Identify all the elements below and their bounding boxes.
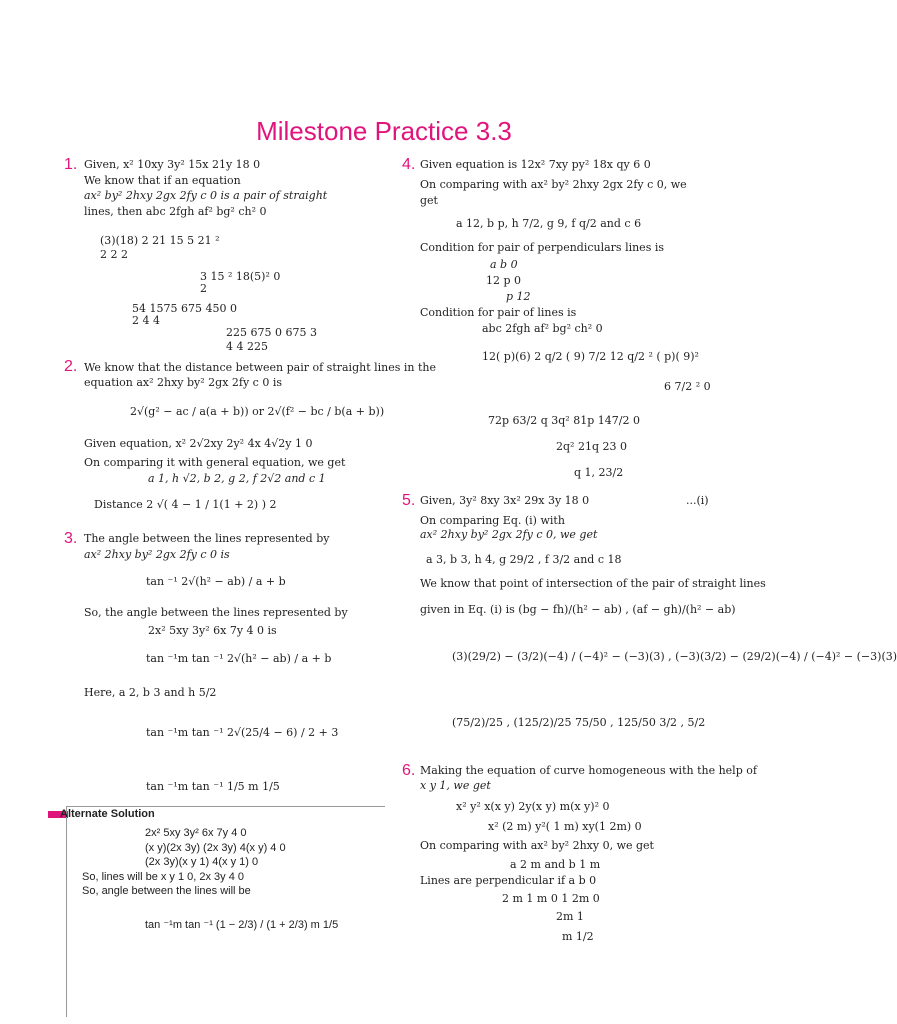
q6-line: x² y² x(x y) 2y(x y) m(x y)² 0	[456, 800, 610, 813]
q4-line: a 12, b p, h 7/2, g 9, f q/2 and c 6	[456, 217, 642, 230]
q4-line: p 12	[506, 290, 531, 303]
alt-line: So, lines will be x y 1 0, 2x 3y 4 0	[82, 871, 245, 883]
q6-line: a 2 m and b 1 m	[510, 858, 601, 871]
q6-line: On comparing with ax² by² 2hxy 0, we get	[420, 839, 654, 852]
q4-line: 12( p)(6) 2 q/2 ( 9) 7/2 12 q/2 ² ( p)( 9)²	[482, 350, 699, 363]
q2-line: equation ax² 2hxy by² 2gx 2fy c 0 is	[84, 376, 282, 389]
question-number: 3.	[64, 530, 78, 547]
q4-line: Given equation is 12x² 7xy py² 18x qy 6 0	[420, 158, 651, 171]
q4-line: Condition for pair of perpendiculars lines is	[420, 241, 664, 254]
q3-line: tan ⁻¹m tan ⁻¹ 2√(25/4 − 6) / 2 + 3	[146, 726, 339, 739]
alt-solution-heading: Alternate Solution	[60, 808, 155, 820]
question-number: 6.	[402, 762, 416, 779]
alt-line: tan ⁻¹m tan ⁻¹ (1 − 2/3) / (1 + 2/3) m 1/5	[145, 919, 339, 931]
q4-line: 12 p 0	[486, 274, 522, 287]
q6-line: m 1/2	[562, 930, 594, 943]
q1-line: ax² by² 2hxy 2gx 2fy c 0 is a pair of straight	[84, 189, 328, 202]
q3-line: tan ⁻¹m tan ⁻¹ 2√(h² − ab) / a + b	[146, 652, 332, 665]
q6-line: 2m 1	[556, 910, 584, 923]
q4-line: 72p 63/2 q 3q² 81p 147/2 0	[488, 414, 640, 427]
alt-line: 2x² 5xy 3y² 6x 7y 4 0	[145, 827, 247, 839]
page-title: Milestone Practice 3.3	[256, 116, 512, 146]
q3-line: 2x² 5xy 3y² 6x 7y 4 0 is	[148, 624, 277, 637]
alt-line: So, angle between the lines will be	[82, 885, 251, 897]
q1-line: 4 4 225	[226, 340, 268, 353]
q2-line: a 1, h √2, b 2, g 2, f 2√2 and c 1	[148, 472, 326, 485]
question-number: 1.	[64, 156, 78, 173]
q1-line: 54 1575 675 450 0	[132, 302, 237, 315]
q1-line: (3)(18) 2 21 15 5 21 ²	[100, 234, 220, 247]
q4-line: q 1, 23/2	[574, 466, 624, 479]
q5-eq-ref: ...(i)	[686, 494, 709, 507]
q1-line: 225 675 0 675 3	[226, 326, 317, 339]
alt-line: (2x 3y)(x y 1) 4(x y 1) 0	[145, 856, 259, 868]
q4-line: a b 0	[490, 258, 518, 271]
q1-line: 3 15 ² 18(5)² 0	[200, 270, 281, 283]
q4-line: 6 7/2 ² 0	[664, 380, 711, 393]
alt-line: (x y)(2x 3y) (2x 3y) 4(x y) 4 0	[145, 842, 286, 854]
q4-line: abc 2fgh af² bg² ch² 0	[482, 322, 603, 335]
question-number: 4.	[402, 156, 416, 173]
q5-line: We know that point of intersection of the pair of straight lines	[420, 577, 766, 590]
q5-line: Given, 3y² 8xy 3x² 29x 3y 18 0	[420, 494, 590, 507]
q5-line: (3)(29/2) − (3/2)(−4) / (−4)² − (−3)(3) , (−3)(3/2) − (29/2)(−4) / (−4)² − (−3)(3)	[452, 650, 897, 663]
q3-line: tan ⁻¹m tan ⁻¹ 1/5 m 1/5	[146, 780, 280, 793]
q1-line: 2	[200, 282, 207, 295]
q1-line: 2 4 4	[132, 314, 160, 327]
q4-line: Condition for pair of lines is	[420, 306, 577, 319]
q1-line: lines, then abc 2fgh af² bg² ch² 0	[84, 205, 267, 218]
q6-line: x² (2 m) y²( 1 m) xy(1 2m) 0	[488, 820, 642, 833]
q6-line: Making the equation of curve homogeneous with the help of	[420, 764, 757, 777]
q6-line: 2 m 1 m 0 1 2m 0	[502, 892, 600, 905]
q5-line: On comparing Eq. (i) with	[420, 514, 565, 527]
q2-line: We know that the distance between pair of straight lines in the	[84, 361, 437, 374]
q2-line: Distance 2 √( 4 − 1 / 1(1 + 2) ) 2	[94, 498, 277, 511]
q5-line: a 3, b 3, h 4, g 29/2 , f 3/2 and c 18	[426, 553, 622, 566]
q3-line: ax² 2hxy by² 2gx 2fy c 0 is	[84, 548, 230, 561]
q2-line: 2√(g² − ac / a(a + b)) or 2√(f² − bc / b(a + b))	[130, 405, 385, 418]
q2-line: Given equation, x² 2√2xy 2y² 4x 4√2y 1 0	[84, 437, 313, 450]
question-number: 2.	[64, 358, 78, 375]
q4-line: 2q² 21q 23 0	[556, 440, 627, 453]
q5-line: (75/2)/25 , (125/2)/25 75/50 , 125/50 3/2 , 5/2	[452, 716, 706, 729]
q4-line: get	[420, 194, 438, 207]
q5-line: given in Eq. (i) is (bg − fh)/(h² − ab) , (af − gh)/(h² − ab)	[420, 603, 736, 616]
q3-line: Here, a 2, b 3 and h 5/2	[84, 686, 217, 699]
q1-line: 2 2 2	[100, 248, 128, 261]
q3-line: So, the angle between the lines represented by	[84, 606, 348, 619]
question-number: 5.	[402, 492, 416, 509]
q1-line: We know that if an equation	[84, 174, 241, 187]
q4-line: On comparing with ax² by² 2hxy 2gx 2fy c 0, we	[420, 178, 687, 191]
q6-line: x y 1, we get	[420, 779, 491, 792]
q6-line: Lines are perpendicular if a b 0	[420, 874, 597, 887]
q3-line: tan ⁻¹ 2√(h² − ab) / a + b	[146, 575, 286, 588]
q5-line: ax² 2hxy by² 2gx 2fy c 0, we get	[420, 528, 598, 541]
q2-line: On comparing it with general equation, we get	[84, 456, 346, 469]
q1-line: Given, x² 10xy 3y² 15x 21y 18 0	[84, 158, 261, 171]
q3-line: The angle between the lines represented by	[84, 532, 330, 545]
